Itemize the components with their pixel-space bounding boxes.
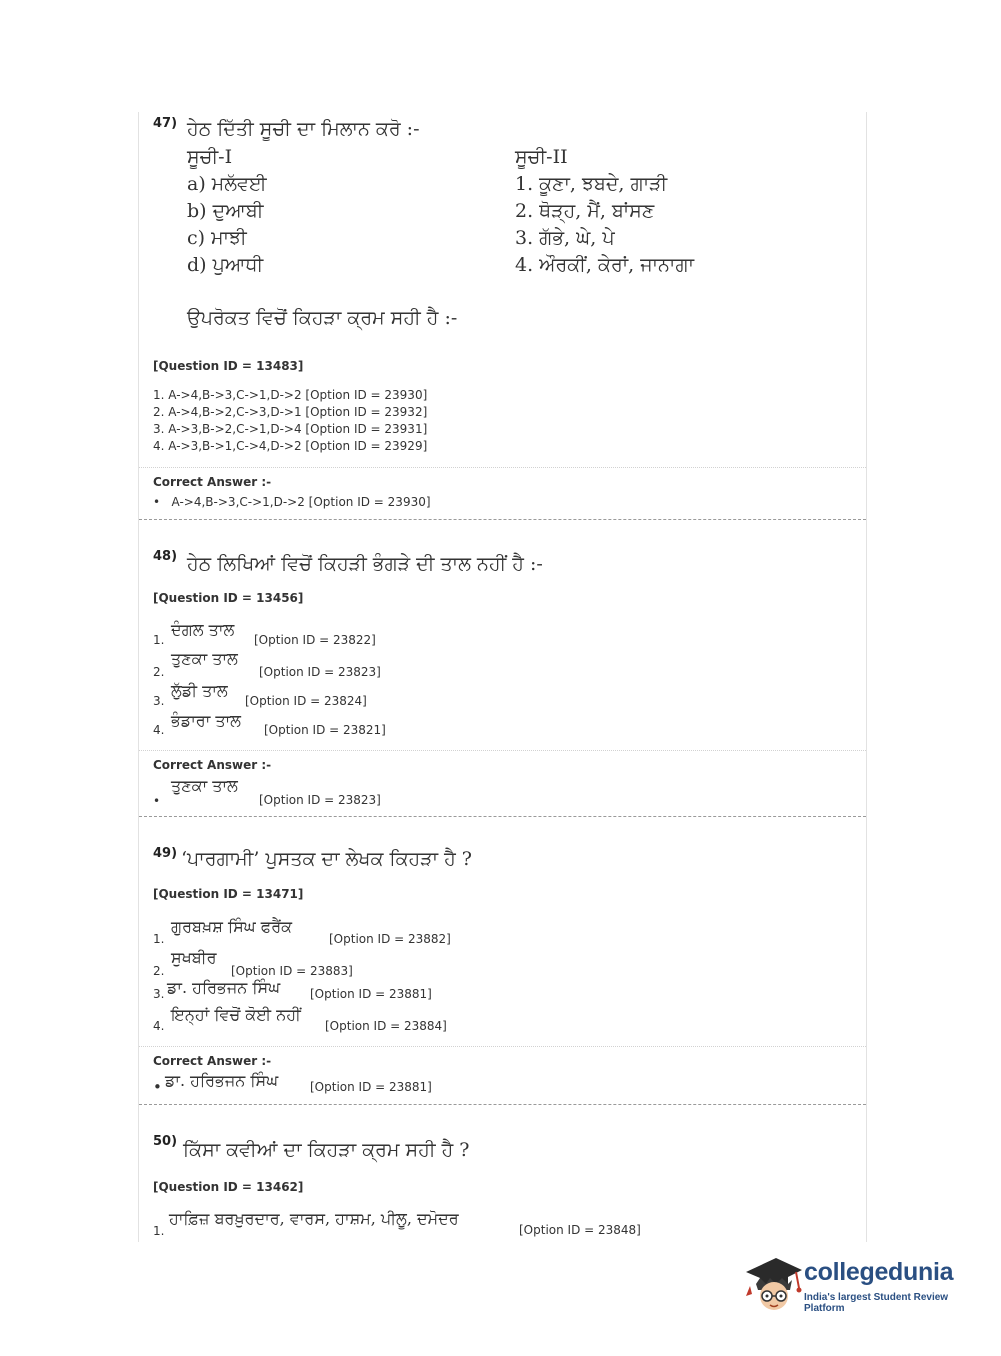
option-id: [Option ID = 23881] [310,987,432,1001]
bullet: • [153,794,161,808]
option-id: [Option ID = 23882] [329,932,451,946]
list1-item: a) ਮਲੱਵਈ [187,173,267,195]
question-id: [Question ID = 13483] [153,359,304,373]
option-id: [Option ID = 23884] [325,1019,447,1033]
logo-wordmark: collegedunia [804,1258,954,1286]
correct-answer-id: [Option ID = 23881] [310,1080,432,1094]
option-id: [Option ID = 23823] [259,665,381,679]
option-id: [Option ID = 23821] [264,723,386,737]
option-number: 2. [153,665,165,679]
option-id: [Option ID = 23824] [245,694,367,708]
bullet: • [153,1078,162,1096]
option-text: ਗੁਰਬਖ਼ਸ਼ ਸਿੰਘ ਫਰੈਂਕ [171,917,293,936]
option: 3. A->3,B->2,C->1,D->4 [Option ID = 23931] [153,422,428,436]
option-text: ਸੁਖਬੀਰ [171,948,217,967]
option-number: 1. [153,633,165,647]
option-text: ਭੰਡਾਰਾ ਤਾਲ [171,711,241,730]
list1-item: c) ਮਾਝੀ [187,227,247,249]
option-text: ਡਾ. ਹਰਿਭਜਨ ਸਿੰਘ [167,978,281,997]
question-id: [Question ID = 13456] [153,591,304,605]
correct-answer-text: A->4,B->3,C->1,D->2 [Option ID = 23930] [171,495,431,509]
divider [139,1046,866,1047]
correct-answer-label: Correct Answer :- [153,475,272,489]
question-stem: ਕਿੱਸਾ ਕਵੀਆਂ ਦਾ ਕਿਹੜਾ ਕ੍ਰਮ ਸਹੀ ਹੈ ? [183,1139,470,1161]
correct-answer-id: [Option ID = 23823] [259,793,381,807]
correct-answer-text: ਤੁਣਕਾ ਤਾਲ [171,776,238,795]
question-stem: ਹੇਠ ਲਿਖਿਆਂ ਵਿਚੋਂ ਕਿਹੜੀ ਭੰਗੜੇ ਦੀ ਤਾਲ ਨਹੀਂ ਹੈ :- [187,553,543,575]
question-stem: ‘ਪਾਰਗਾਮੀ’ ਪੁਸਤਕ ਦਾ ਲੇਖਕ ਕਿਹੜਾ ਹੈ ? [181,848,472,870]
correct-answer-label: Correct Answer :- [153,758,272,772]
correct-answer-text: ਡਾ. ਹਰਿਭਜਨ ਸਿੰਘ [165,1071,279,1090]
question-number: 49) [153,846,178,861]
list2-item: 3. ਗੱਭੇ, ਘੇ, ਪੇ [515,227,615,249]
option-text: ਦੰਗਲ ਤਾਲ [171,620,235,639]
divider [139,750,866,751]
list2-item: 4. ਔਰਕੀਂ, ਕੇਰਾਂ, ਜਾਨਾਗਾ [515,254,695,276]
list2-item: 1. ਕੂਣਾ, ਝਬਦੇ, ਗਾੜੀ [515,173,668,195]
question-number: 47) [153,116,178,131]
question-page [138,112,867,1242]
question-separator [139,519,866,520]
list1-item: b) ਦੁਆਬੀ [187,200,264,222]
option-id: [Option ID = 23883] [231,964,353,978]
question-id: [Question ID = 13471] [153,887,304,901]
list2-heading: ਸੂਚੀ-II [515,146,568,168]
option: 2. A->4,B->2,C->3,D->1 [Option ID = 23932] [153,405,428,419]
question-number: 50) [153,1134,178,1149]
question-number: 48) [153,549,178,564]
correct-answer-label: Correct Answer :- [153,1054,272,1068]
graduate-mascot-icon [744,1250,804,1314]
option-number: 1. [153,1224,165,1238]
question-id: [Question ID = 13462] [153,1180,304,1194]
option-text: ਹਾਫ਼ਿਜ਼ ਬਰਖ਼ੁਰਦਾਰ, ਵਾਰਸ, ਹਾਸ਼ਮ, ਪੀਲੂ, ਦਮੋਦਰ [169,1209,459,1228]
option-id: [Option ID = 23848] [519,1223,641,1237]
option: 1. A->4,B->3,C->1,D->2 [Option ID = 23930] [153,388,428,402]
logo-tagline: India's largest Student Review Platform [804,1292,949,1314]
question-separator [139,1104,866,1105]
list1-heading: ਸੂਚੀ-I [187,146,233,168]
option-number: 3. [153,694,165,708]
question-separator [139,816,866,817]
list2-item: 2. ਥੋੜ੍ਹ, ਮੈਂ, ਬਾਂਸਣ [515,200,655,222]
option-number: 3. [153,987,165,1001]
option-number: 2. [153,964,165,978]
divider [139,467,866,468]
question-stem: ਹੇਠ ਦਿੱਤੀ ਸੂਚੀ ਦਾ ਮਿਲਾਨ ਕਰੋ :- [187,118,420,140]
option-text: ਲੁੱਡੀ ਤਾਲ [171,681,228,700]
option-number: 4. [153,723,165,737]
option-number: 4. [153,1019,165,1033]
option-number: 1. [153,932,165,946]
option-text: ਤੁਣਕਾ ਤਾਲ [171,649,238,668]
correct-answer: • A->4,B->3,C->1,D->2 [Option ID = 23930] [153,495,431,509]
collegedunia-logo[interactable] [744,1250,974,1314]
option: 4. A->3,B->1,C->4,D->2 [Option ID = 23929] [153,439,428,453]
question-line: ਉਪਰੋਕਤ ਵਿਚੋਂ ਕਿਹੜਾ ਕ੍ਰਮ ਸਹੀ ਹੈ :- [187,307,458,329]
option-id: [Option ID = 23822] [254,633,376,647]
list1-item: d) ਪੁਆਧੀ [187,254,264,276]
option-text: ਇਨ੍ਹਾਂ ਵਿਚੋਂ ਕੋਈ ਨਹੀਂ [171,1005,301,1024]
